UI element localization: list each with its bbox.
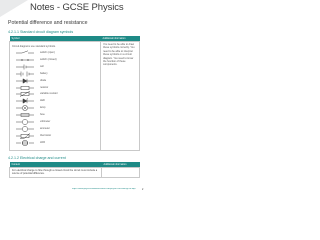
- header-chevron: [0, 0, 28, 17]
- circuit-symbol-icon: [16, 57, 34, 63]
- symbols-cell: [10, 42, 101, 151]
- circuit-symbol-icon: [16, 112, 34, 118]
- header-symbol: Symbol: [10, 36, 101, 42]
- circuit-symbol-icon: [16, 98, 34, 104]
- header-content: Content: [10, 162, 102, 168]
- page-number: 2: [142, 188, 144, 191]
- symbol-label: switch (open): [40, 51, 55, 54]
- symbol-row: [16, 133, 96, 139]
- footer-link[interactable]: https://www.physicsandmathstutor.com/physics-revision/gcse-aqa: [72, 188, 136, 190]
- symbol-row: [16, 140, 96, 146]
- page: [0, 0, 149, 198]
- symbol-row: [16, 85, 96, 91]
- circuit-symbol-icon: [16, 133, 34, 139]
- notes-cell: [101, 42, 140, 151]
- page-title: Notes - GCSE Physics: [30, 2, 124, 13]
- symbol-label: LDR: [40, 140, 46, 144]
- symbol-label: diode: [40, 78, 47, 82]
- circuit-symbol-icon: [16, 71, 34, 77]
- circuit-symbol-icon: [16, 50, 34, 56]
- charge-table-row: [10, 168, 140, 178]
- symbol-row: [16, 119, 96, 125]
- header-info: Additional information: [101, 36, 140, 42]
- circuit-symbol-icon: [16, 78, 34, 84]
- symbol-row: [16, 91, 96, 97]
- symbol-label: cell: [40, 64, 44, 68]
- symbol-label: lamp: [40, 106, 46, 110]
- symbol-label: ammeter: [40, 126, 50, 130]
- symbol-label: switch (closed): [40, 57, 57, 61]
- symbol-label: thermistor: [40, 133, 52, 137]
- symbol-row: [16, 71, 96, 77]
- symbol-label: battery: [40, 71, 48, 75]
- symbols-table: [9, 36, 140, 151]
- notes-text: You need to be able to draw these symbols correctly. You need to be able to interpret these symbols on a circuit diagram. You need to know the function of these components.: [103, 43, 135, 67]
- circuit-symbol-icon: [16, 64, 34, 70]
- symbol-label: resistor: [40, 85, 49, 89]
- symbol-row: [16, 98, 96, 104]
- circuit-symbol-icon: [16, 126, 34, 132]
- symbol-row: [16, 105, 96, 111]
- symbol-label: fuse: [40, 113, 45, 117]
- symbol-label: LED: [40, 99, 45, 103]
- symbol-row: [16, 112, 96, 118]
- charge-info-cell: [102, 168, 140, 178]
- section-title-text: Potential difference and resistance: [8, 20, 88, 26]
- symbol-row: [16, 78, 96, 84]
- circuit-symbol-icon: [16, 105, 34, 111]
- subheading-symbols: 4.2.1.1 Standard circuit diagram symbols: [8, 30, 74, 34]
- symbol-row: [16, 50, 96, 56]
- symbol-row: [16, 64, 96, 70]
- symbol-row: [16, 57, 96, 63]
- symbols-intro: Circuit diagrams use standard symbols.: [12, 45, 56, 48]
- circuit-symbol-icon: [16, 91, 34, 97]
- charge-table: [9, 162, 140, 178]
- charge-content-cell: For electrical charge to flow through a closed circuit the circuit must include a source of potential difference.: [10, 168, 102, 178]
- symbol-label: voltmeter: [40, 120, 51, 123]
- symbols-table-row: [10, 42, 140, 151]
- circuit-symbol-icon: [16, 119, 34, 125]
- subheading-charge: 4.2.1.2 Electrical charge and current: [8, 156, 66, 160]
- circuit-symbol-icon: [16, 85, 34, 91]
- circuit-symbol-icon: [16, 140, 34, 146]
- section-title: [8, 20, 147, 26]
- header-info-2: Additional information: [102, 162, 140, 168]
- symbol-row: [16, 126, 96, 132]
- symbol-label: variable resistor: [40, 92, 58, 96]
